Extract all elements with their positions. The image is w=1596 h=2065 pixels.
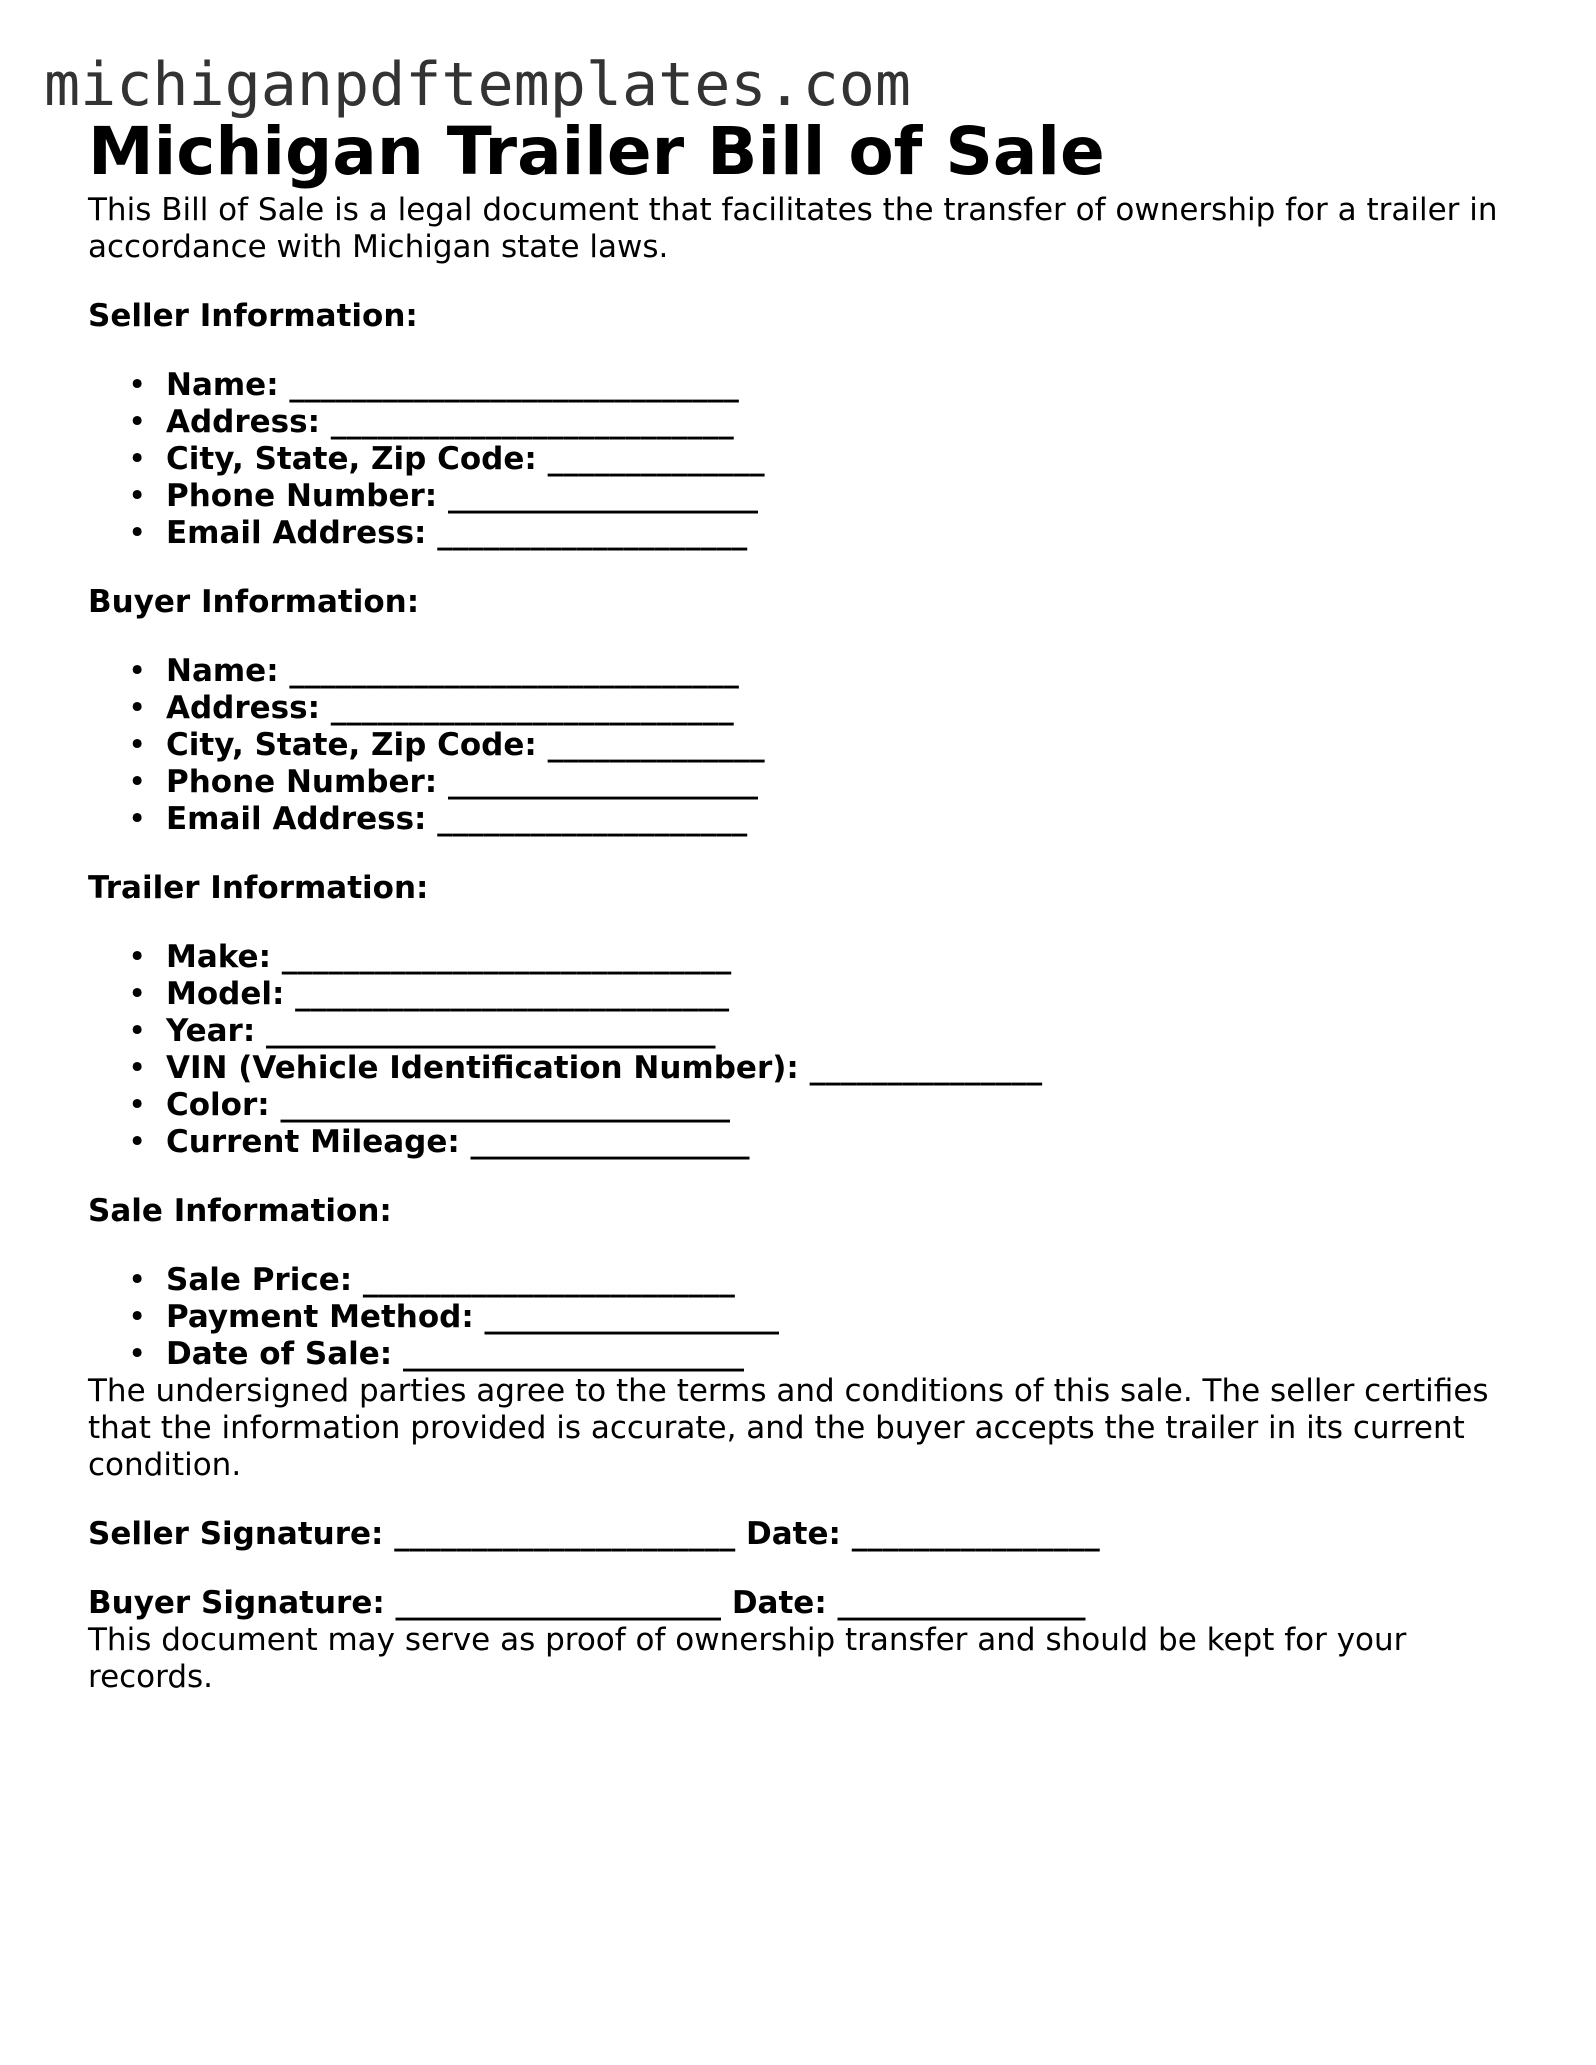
buyer-heading: Buyer Information: [88,584,420,620]
field-label: Email Address: ____________________ [166,515,748,551]
field-label: Model: ____________________________ [166,976,730,1012]
seller-heading: Seller Information: [88,298,418,334]
buyer-field-list [88,653,1528,838]
buyer-email-field[interactable] [128,801,1528,838]
intro-paragraph: This Bill of Sale is a legal document that facilitates the transfer of ownership for a trailer in accordance with Michigan state laws. [88,192,1498,265]
buyer-address-field[interactable] [128,690,1528,727]
field-label: Name: _____________________________ [166,367,739,403]
field-label: VIN (Vehicle Identification Number): _______________ [166,1050,1043,1086]
trailer-heading: Trailer Information: [88,870,429,906]
field-label: Name: _____________________________ [166,653,739,689]
document-page [88,112,1528,1696]
sale-heading: Sale Information: [88,1193,392,1229]
buyer-phone-field[interactable] [128,764,1528,801]
buyer-name-field[interactable] [128,653,1528,690]
bullet-icon: • [128,1124,147,1160]
sale-price-field[interactable] [128,1262,1528,1299]
bullet-icon: • [128,478,147,514]
bullet-icon: • [128,404,147,440]
trailer-mileage-field[interactable] [128,1124,1528,1161]
bullet-icon: • [128,515,147,551]
bullet-icon: • [128,1336,147,1372]
bullet-icon: • [128,690,147,726]
closing-paragraph: This document may serve as proof of ownership transfer and should be kept for your records. [88,1622,1407,1695]
bullet-icon: • [128,764,147,800]
field-label: Phone Number: ____________________ [166,764,758,800]
date-of-sale-field[interactable] [128,1336,1528,1373]
seller-phone-field[interactable] [128,478,1528,515]
sale-section [88,1193,1528,1373]
field-label: Color: _____________________________ [166,1087,730,1123]
sale-field-list [88,1262,1528,1373]
trailer-color-field[interactable] [128,1087,1528,1124]
buyer-city-state-zip-field[interactable] [128,727,1528,764]
trailer-vin-field[interactable] [128,1050,1528,1087]
bullet-icon: • [128,653,147,689]
bullet-icon: • [128,441,147,477]
field-label: Current Mileage: __________________ [166,1124,750,1160]
bullet-icon: • [128,976,147,1012]
seller-signature-line[interactable]: Seller Signature: ______________________ Date: ________________ [88,1516,1100,1552]
field-label: City, State, Zip Code: ______________ [166,441,765,477]
bullet-icon: • [128,727,147,763]
trailer-year-field[interactable] [128,1013,1528,1050]
agreement-paragraph: The undersigned parties agree to the terms and conditions of this sale. The seller certifies that the information provided is accurate, and the buyer accepts the trailer in its current condition. [88,1373,1489,1483]
bullet-icon: • [128,801,147,837]
field-label: Address: __________________________ [166,690,734,726]
seller-section [88,298,1528,552]
bullet-icon: • [128,1050,147,1086]
watermark: michiganpdftemplates.com [44,50,911,120]
field-label: Email Address: ____________________ [166,801,748,837]
field-label: Make: _____________________________ [166,939,732,975]
buyer-section [88,584,1528,838]
bullet-icon: • [128,1262,147,1298]
bullet-icon: • [128,1087,147,1123]
bullet-icon: • [128,1299,147,1335]
trailer-make-field[interactable] [128,939,1528,976]
bullet-icon: • [128,1013,147,1049]
trailer-field-list [88,939,1528,1161]
payment-method-field[interactable] [128,1299,1528,1336]
field-label: Sale Price: ________________________ [166,1262,735,1298]
seller-address-field[interactable] [128,404,1528,441]
field-label: Year: _____________________________ [166,1013,716,1049]
bullet-icon: • [128,939,147,975]
field-label: Date of Sale: ______________________ [166,1336,744,1372]
buyer-signature-line[interactable]: Buyer Signature: _____________________ Date: ________________ [88,1585,1086,1621]
bullet-icon: • [128,367,147,403]
seller-city-state-zip-field[interactable] [128,441,1528,478]
trailer-model-field[interactable] [128,976,1528,1013]
field-label: City, State, Zip Code: ______________ [166,727,765,763]
seller-email-field[interactable] [128,515,1528,552]
field-label: Payment Method: ___________________ [166,1299,780,1335]
seller-name-field[interactable] [128,367,1528,404]
page-title: Michigan Trailer Bill of Sale [88,113,1105,190]
trailer-section [88,870,1528,1161]
seller-field-list [88,367,1528,552]
field-label: Phone Number: ____________________ [166,478,758,514]
field-label: Address: __________________________ [166,404,734,440]
